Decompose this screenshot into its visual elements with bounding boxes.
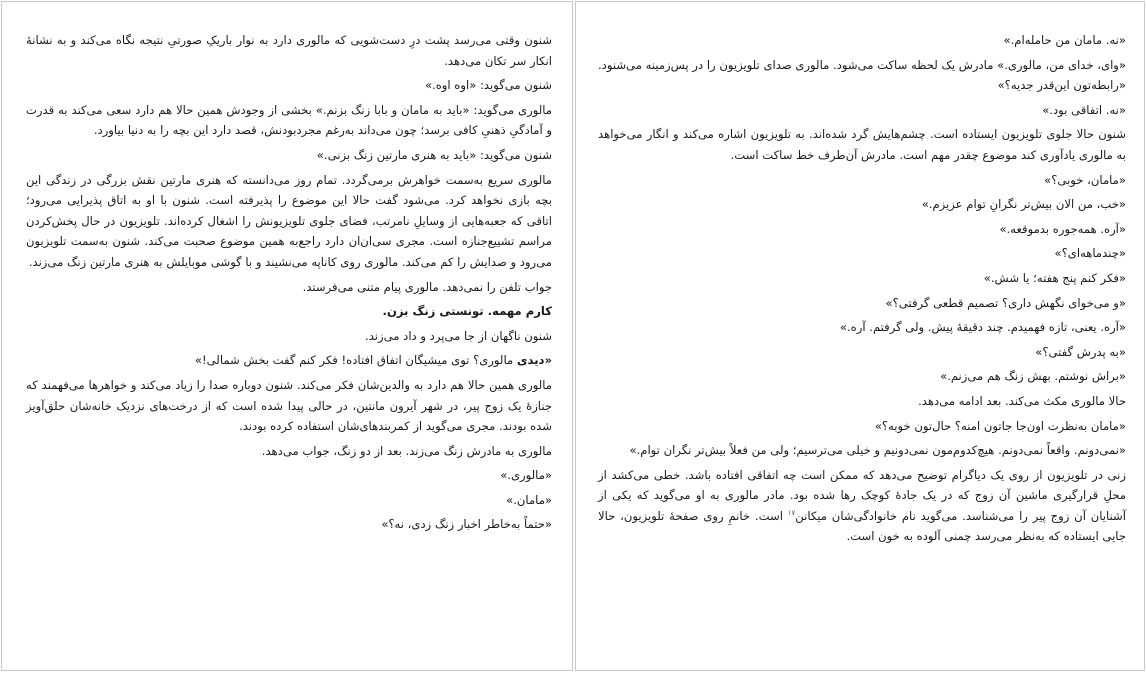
bold-word: «دیدی	[516, 353, 552, 368]
paragraph: «نه. مامان من حامله‌ام.»	[1003, 33, 1126, 47]
right-page-text	[598, 30, 1126, 551]
paragraph: «خب، من الان بیش‌تر نگرانِ توام عزیزم.»	[921, 197, 1126, 212]
paragraph-rest: مالوری؟ توی میشیگان اتفاق افتاده! فکر کنم گفت بخش شمالی!»	[194, 353, 517, 368]
paragraph: شنون وقتی می‌رسد پشت درِ دست‌شویی که مالوری دارد به نوار باریکِ صورتیِ نتیجه نگاه می‌کند و به نشانهٔ انکار سر تکان می‌دهد.	[26, 33, 552, 68]
paragraph: مالوری می‌گوید: «باید به مامان و بابا زنگ بزنم.» بخشی از وجودش همین حالا هم دارد سعی می‌کند به قدرت و آمادگیِ ذهنیِ کافی برسد؛ چون می‌داند به‌رغم مجردبودنش، قصد دارد این بچه را به دنیا بیاورد.	[26, 102, 552, 138]
paragraph: جواب تلفن را نمی‌دهد. مالوری پیام متنی می‌فرستد.	[302, 279, 552, 294]
left-page-text	[26, 30, 552, 539]
paragraph: شنون حالا جلوی تلویزیون ایستاده است. چشم‌هایش گرد شده‌اند. به تلویزیون اشاره می‌کند و انگار می‌خواهد به مالوری یادآوری کند موضوع چقدر مهم است. مادرش آن‌طرف خط ساکت است.	[598, 127, 1126, 162]
paragraph: «به پدرش گفتی؟»	[1035, 344, 1126, 359]
paragraph-start: زنی در تلویزیون از روی یک دیاگرام توضیح می‌دهد که ممکن است چه اتفاقی افتاده باشد. خطی می‌کشد از محلِ قرارگیری ماشین آن زوج که در یک جادهٔ کوچک رها شده بود. مادر مالوری به او می‌گوید که یکی از آشنایان آن زوج پیر را می‌شناسد. می‌گوید نام خانوادگی‌شان میکانن	[598, 467, 1126, 523]
paragraph: «براش نوشتم. بهش زنگ هم می‌زنم.»	[940, 369, 1126, 384]
paragraph: «و می‌خوای نگهش داری؟ تصمیم قطعی گرفتی؟»	[885, 295, 1126, 310]
paragraph: «حتماً به‌خاطر اخبار زنگ زدی، نه؟»	[381, 517, 552, 532]
paragraph: «آره. یعنی، تازه فهمیدم. چند دقیقهٔ پیش. ولی گرفتم. آره.»	[839, 320, 1126, 335]
paragraph-end: است. خانمِ روی صفحهٔ تلویزیون، حالا جایی ایستاده که به‌نظر می‌رسد چمنی آلوده به خون است.	[598, 508, 1126, 544]
paragraph	[26, 350, 552, 371]
paragraph: «نمی‌دونم. واقعاً نمی‌دونم. هیچ‌کدوم‌مون نمی‌دونیم و خیلی می‌ترسیم؛ ولی من فعلاً بیش‌تر نگران توام.»	[629, 443, 1126, 458]
left-page	[1, 1, 573, 671]
paragraph: «مالوری.»	[500, 468, 552, 483]
footnote-marker[interactable]: ۱۷	[787, 509, 796, 518]
paragraph: «فکر کنم پنج هفته؛ یا شش.»	[983, 270, 1126, 285]
paragraph: مالوری سریع به‌سمت خواهرش برمی‌گردد. تمام روز می‌دانسته که هنری مارتین نقش بزرگی در زندگی این بچه بازی نخواهد کرد. می‌شود گفت حالا این موضوع را پذیرفته است. شنون با او به اتاق پذیرایی می‌رود؛ اتاقی که جعبه‌هایی از وسایلِ نامرتب، فضای جلوی تلویزیونش را اشغال کرده‌اند. تلویزیون در حال پخش‌کردن مراسم تشییع‌جنازه است. مجری سی‌ان‌ان دارد راجع‌به همین موضوع صحبت می‌کند. شنون به‌سمت تلویزیون می‌رود و صدایش را کم می‌کند. مالوری روی کاناپه می‌نشیند و با گوشی موبایلش به هنری مارتین زنگ می‌زند.	[26, 172, 552, 269]
paragraph	[598, 465, 1126, 547]
paragraph: «چندماهه‌ای؟»	[1054, 246, 1126, 261]
paragraph: «مامان، خوبی؟»	[1044, 172, 1126, 187]
paragraph: «مامان.»	[506, 492, 552, 507]
paragraph: مالوری به مادرش زنگ می‌زند. بعد از دو زنگ، جواب می‌دهد.	[261, 443, 552, 458]
paragraph: «نه. اتفاقی بود.»	[1042, 102, 1126, 117]
paragraph: حالا مالوری مکث می‌کند. بعد ادامه می‌دهد.	[918, 393, 1126, 408]
right-page	[575, 1, 1145, 671]
paragraph: «مامان به‌نظرت اون‌جا جاتون امنه؟ حال‌تون خوبه؟»	[874, 418, 1126, 433]
paragraph: شنون می‌گوید: «باید به هنری مارتین زنگ بزنی.»	[316, 147, 552, 162]
paragraph: شنون ناگهان از جا می‌پرد و داد می‌زند.	[365, 328, 552, 343]
paragraph: «آره. همه‌جوره بدموقعه.»	[999, 221, 1126, 236]
text-message-paragraph: کارم مهمه. تونستی زنگ بزن.	[382, 304, 552, 319]
paragraph: «وای، خدای من، مالوری.» مادرش یک لحظه ساکت می‌شود. مالوری صدای تلویزیون را در پس‌زمینه می‌شنود. «رابطه‌تون این‌قدر جدیه؟»	[598, 57, 1126, 93]
paragraph: شنون می‌گوید: «اوه اوه.»	[424, 78, 552, 93]
paragraph: مالوری همین حالا هم دارد به والدین‌شان فکر می‌کند. شنون دوباره صدا را زیاد می‌کند و خواهرها می‌فهمند که جنازهٔ یک زوج پیر، در شهر آیرون مانتین، در حالی پیدا شده است که از درخت‌های نزدیک خانه‌شان حلق‌آویز شده بودند. مجری می‌گوید از کمربندهای‌شان استفاده کرده بودند.	[26, 377, 552, 434]
